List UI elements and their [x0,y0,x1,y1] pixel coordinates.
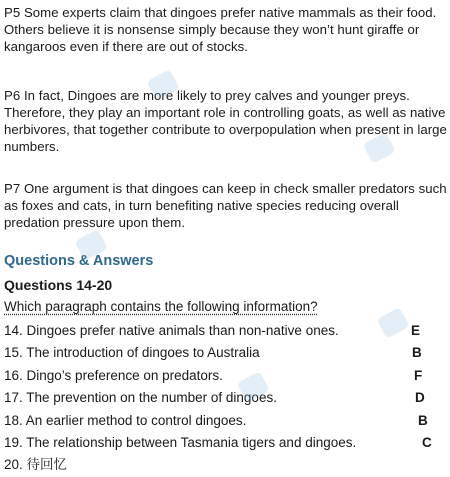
question-text: Dingoes prefer native animals than non-native ones. [26,323,339,338]
paragraph-p6: P6 In fact, Dingoes are more likely to prey calves and younger preys. Therefore, they play an important role in controlling goats, as well as native herbivores, that together contribute to overpopulation when present in large numbers. [4,88,447,154]
question-item [4,454,444,476]
question-number: 17. [4,390,27,406]
questions-range-title: Questions 14-20 [4,277,113,293]
answer-letter: F [414,367,423,383]
question-text: Dingo’s preference on predators. [26,367,223,383]
question-item [4,432,444,454]
question-item [4,320,444,342]
question-text: The prevention on the number of dingoes. [26,390,277,406]
question-number: 20. [4,457,27,473]
answer-letter: E [411,323,421,338]
question-item [4,387,444,409]
answer-letter: B [418,412,428,428]
question-number: 14. [4,323,27,338]
paragraph-p5: P5 Some experts claim that dingoes prefer native mammals as their food. Others believe it is nonsense simply because they won’t hunt giraffe or kangaroos even if there are out of stocks. [4,5,437,54]
paragraph-p7: P7 One argument is that dingoes can keep in check smaller predators such as foxes and cats, in turn benefiting native species reducing overall predation pressure upon them. [4,181,447,230]
question-list [4,320,444,477]
question-item [4,365,444,387]
answer-letter: D [415,390,425,406]
question-number: 16. [4,367,27,383]
question-text: The relationship between Tasmania tigers and dingoes. [26,434,357,450]
question-text: An earlier method to control dingoes. [25,412,247,428]
question-number: 19. [4,434,27,450]
answer-letter: C [422,434,432,450]
question-text: The introduction of dingoes to Australia [26,345,260,361]
question-instruction: Which paragraph contains the following information? [4,299,318,314]
question-number: 15. [4,345,27,361]
question-text: 待回忆 [26,457,68,473]
question-item [4,342,444,364]
answer-letter: B [412,345,422,361]
questions-answers-heading: Questions & Answers [4,253,154,269]
question-item [4,410,444,432]
question-number: 18. [4,412,26,428]
